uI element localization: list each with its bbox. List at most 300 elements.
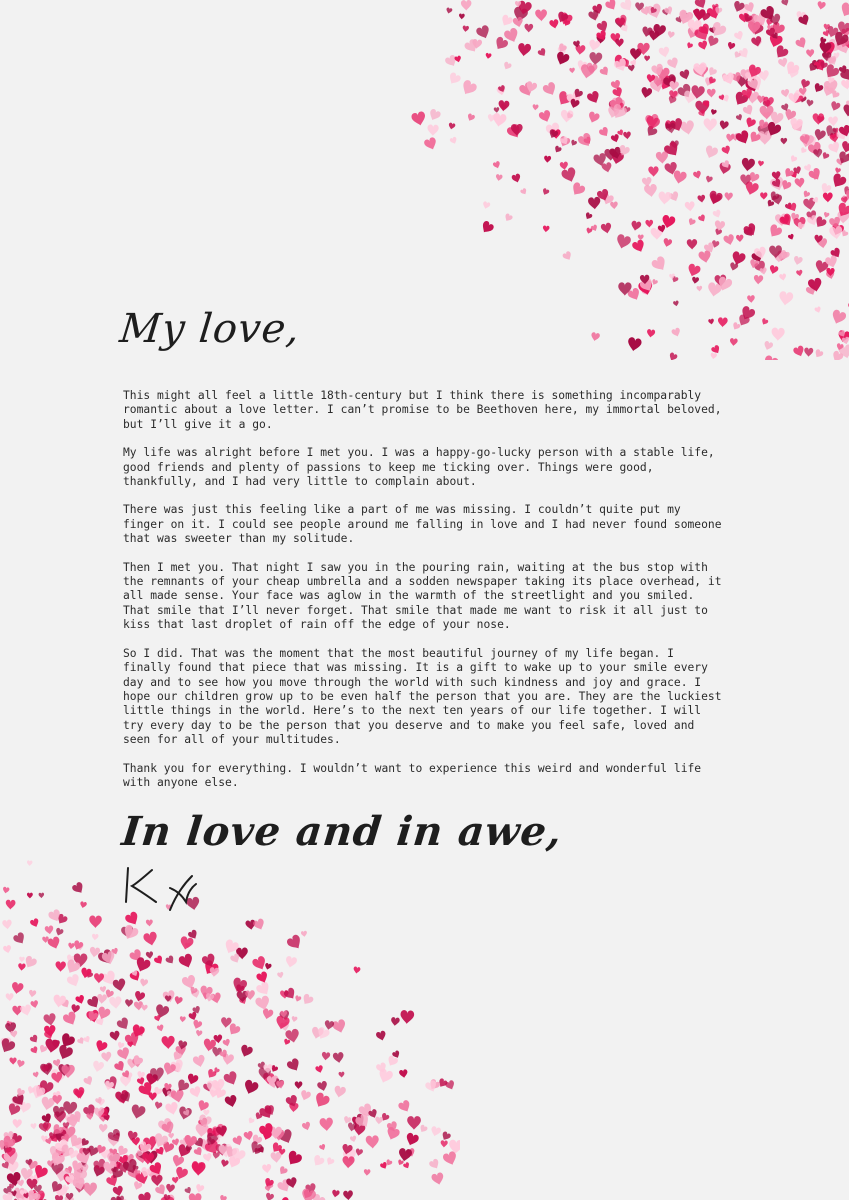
heart-icon bbox=[211, 1136, 221, 1146]
heart-icon bbox=[664, 161, 679, 176]
heart-icon bbox=[3, 1131, 15, 1143]
heart-icon bbox=[684, 201, 695, 212]
heart-icon bbox=[94, 1107, 105, 1118]
heart-icon bbox=[277, 1165, 288, 1176]
heart-icon bbox=[239, 1044, 254, 1059]
heart-icon bbox=[163, 1083, 172, 1092]
heart-icon bbox=[755, 40, 761, 46]
heart-icon bbox=[255, 980, 273, 998]
heart-icon bbox=[744, 69, 758, 83]
heart-icon bbox=[804, 348, 813, 358]
heart-icon bbox=[25, 1189, 40, 1200]
heart-icon bbox=[58, 1032, 76, 1050]
heart-icon bbox=[153, 1148, 161, 1156]
heart-icon bbox=[837, 330, 849, 344]
heart-icon bbox=[276, 1178, 292, 1194]
heart-icon bbox=[184, 1145, 192, 1153]
heart-icon bbox=[826, 270, 836, 280]
heart-icon bbox=[652, 75, 664, 87]
heart-icon bbox=[836, 343, 844, 351]
heart-icon bbox=[662, 73, 680, 91]
heart-icon bbox=[718, 162, 731, 175]
heart-icon bbox=[447, 71, 462, 86]
heart-icon bbox=[263, 1177, 275, 1189]
heart-icon bbox=[612, 86, 625, 99]
heart-icon bbox=[776, 250, 788, 262]
heart-icon bbox=[555, 11, 569, 25]
heart-icon bbox=[757, 160, 764, 167]
heart-icon bbox=[789, 155, 798, 164]
heart-icon bbox=[98, 1113, 108, 1123]
heart-icon bbox=[807, 141, 824, 158]
heart-icon bbox=[343, 1190, 353, 1200]
heart-icon bbox=[773, 44, 790, 61]
paragraph: Thank you for everything. I wouldn’t want to experience this weird and wonderful life with anyone else. bbox=[123, 761, 702, 789]
heart-icon bbox=[650, 228, 663, 241]
heart-icon bbox=[171, 1051, 183, 1063]
heart-icon bbox=[95, 1144, 106, 1155]
heart-icon bbox=[111, 1166, 119, 1174]
heart-icon bbox=[555, 90, 573, 108]
heart-icon bbox=[353, 966, 361, 974]
heart-icon bbox=[738, 47, 751, 60]
heart-icon bbox=[172, 1177, 179, 1184]
heart-icon bbox=[610, 151, 625, 166]
heart-icon bbox=[615, 233, 632, 250]
heart-icon bbox=[741, 158, 756, 173]
heart-icon bbox=[593, 14, 600, 21]
heart-icon bbox=[762, 354, 780, 360]
heart-icon bbox=[265, 1185, 272, 1192]
heart-icon bbox=[270, 1141, 283, 1154]
heart-icon bbox=[66, 1193, 74, 1200]
heart-icon bbox=[707, 190, 724, 207]
heart-icon bbox=[814, 260, 829, 275]
heart-icon bbox=[588, 39, 601, 52]
heart-icon bbox=[817, 238, 828, 249]
heart-icon bbox=[515, 1, 521, 7]
heart-icon bbox=[754, 20, 763, 29]
heart-icon bbox=[38, 1044, 48, 1054]
heart-icon bbox=[538, 109, 553, 124]
heart-icon bbox=[179, 936, 194, 951]
heart-icon bbox=[380, 1112, 390, 1122]
heart-icon bbox=[192, 1019, 203, 1030]
heart-icon bbox=[245, 919, 256, 930]
heart-icon bbox=[124, 1154, 135, 1165]
heart-icon bbox=[126, 1130, 138, 1142]
heart-icon bbox=[226, 1155, 241, 1170]
heart-icon bbox=[263, 1073, 275, 1085]
heart-icon bbox=[11, 1092, 27, 1108]
heart-icon bbox=[43, 1029, 54, 1040]
heart-icon bbox=[26, 1086, 35, 1095]
heart-icon bbox=[204, 1136, 215, 1147]
heart-icon bbox=[118, 1154, 130, 1166]
heart-icon bbox=[52, 1090, 62, 1100]
heart-icon bbox=[506, 123, 524, 141]
heart-icon bbox=[823, 79, 839, 95]
heart-icon bbox=[813, 348, 824, 359]
heart-icon bbox=[459, 79, 478, 98]
heart-icon bbox=[65, 954, 75, 964]
heart-icon bbox=[66, 1115, 80, 1129]
heart-icon bbox=[116, 1196, 124, 1200]
heart-icon bbox=[627, 337, 643, 353]
heart-icon bbox=[608, 146, 622, 161]
heart-icon bbox=[74, 953, 88, 967]
heart-icon bbox=[667, 95, 677, 105]
heart-icon bbox=[97, 1099, 104, 1106]
heart-icon bbox=[116, 1046, 131, 1061]
heart-icon bbox=[29, 1189, 38, 1198]
heart-icon bbox=[736, 234, 744, 242]
heart-icon bbox=[570, 139, 578, 147]
heart-icon bbox=[758, 70, 770, 82]
heart-icon bbox=[139, 978, 148, 987]
heart-icon bbox=[558, 11, 574, 27]
heart-icon bbox=[272, 1078, 284, 1090]
heart-icon bbox=[812, 173, 819, 180]
heart-icon bbox=[503, 27, 521, 45]
heart-icon bbox=[258, 1068, 271, 1081]
heart-icon bbox=[138, 1142, 152, 1156]
heart-icon bbox=[840, 141, 849, 155]
heart-icon bbox=[27, 860, 33, 866]
heart-icon bbox=[195, 1030, 202, 1037]
heart-icon bbox=[816, 115, 825, 124]
heart-icon bbox=[117, 1041, 125, 1049]
heart-icon bbox=[364, 1169, 371, 1176]
heart-icon bbox=[821, 41, 837, 57]
heart-icon bbox=[767, 33, 783, 49]
heart-icon bbox=[662, 238, 672, 248]
paragraph: There was just this feeling like a part of me was missing. I couldn’t quite put my finger on it. I could see people around me falling in love and I had never found someone that was sweeter than my solitude. bbox=[123, 503, 722, 546]
heart-icon bbox=[644, 184, 658, 199]
heart-icon bbox=[34, 1185, 42, 1194]
heart-icon bbox=[379, 1161, 388, 1170]
heart-icon bbox=[247, 1117, 255, 1125]
heart-icon bbox=[55, 913, 68, 926]
heart-icon bbox=[18, 963, 26, 971]
heart-icon bbox=[411, 111, 428, 128]
heart-icon bbox=[765, 27, 777, 39]
heart-icon bbox=[170, 1062, 183, 1075]
heart-icon bbox=[739, 13, 750, 24]
heart-icon bbox=[744, 181, 760, 197]
heart-icon bbox=[651, 279, 658, 286]
heart-icon bbox=[819, 60, 829, 70]
heart-icon bbox=[404, 1132, 420, 1148]
heart-icon bbox=[301, 930, 308, 937]
heart-icon bbox=[827, 141, 841, 156]
heart-icon bbox=[762, 99, 772, 109]
heart-icon bbox=[60, 999, 71, 1010]
heart-icon bbox=[129, 1104, 146, 1121]
heart-icon bbox=[137, 1081, 155, 1099]
heart-icon bbox=[752, 11, 769, 28]
heart-icon bbox=[732, 0, 746, 14]
heart-icon bbox=[544, 155, 552, 163]
heart-icon bbox=[5, 993, 13, 1001]
heart-icon bbox=[823, 212, 830, 219]
heart-icon bbox=[53, 1129, 67, 1143]
heart-icon bbox=[790, 171, 799, 180]
heart-icon bbox=[828, 216, 841, 229]
heart-icon bbox=[47, 1160, 55, 1168]
heart-icon bbox=[781, 0, 790, 7]
heart-icon bbox=[2, 886, 10, 894]
heart-icon bbox=[392, 1050, 402, 1060]
heart-icon bbox=[819, 182, 832, 195]
heart-icon bbox=[610, 134, 620, 144]
heart-icon bbox=[721, 94, 730, 103]
heart-icon bbox=[690, 85, 705, 100]
heart-icon bbox=[166, 1089, 177, 1100]
heart-icon bbox=[2, 1144, 13, 1155]
heart-icon bbox=[829, 226, 844, 241]
heart-icon bbox=[144, 1151, 158, 1165]
heart-icon bbox=[601, 193, 615, 207]
heart-icon bbox=[799, 95, 807, 103]
heart-icon bbox=[747, 295, 755, 303]
heart-icon bbox=[100, 986, 107, 993]
heart-icon bbox=[746, 75, 765, 94]
heart-icon bbox=[73, 1087, 86, 1100]
heart-icon bbox=[537, 47, 548, 58]
heart-icon bbox=[347, 1122, 357, 1132]
heart-icon bbox=[775, 213, 788, 227]
heart-icon bbox=[584, 212, 593, 221]
heart-icon bbox=[698, 22, 713, 37]
heart-icon bbox=[738, 5, 751, 18]
heart-icon bbox=[588, 197, 601, 210]
heart-icon bbox=[358, 1102, 375, 1119]
heart-icon bbox=[783, 60, 801, 78]
heart-icon bbox=[749, 259, 760, 270]
heart-icon bbox=[368, 1108, 379, 1119]
heart-icon bbox=[679, 69, 691, 81]
heart-icon bbox=[532, 104, 538, 110]
heart-icon bbox=[187, 929, 199, 941]
heart-icon bbox=[375, 1030, 387, 1042]
heart-icon bbox=[242, 1079, 260, 1097]
heart-icon bbox=[827, 55, 839, 67]
heart-icon bbox=[141, 1004, 148, 1011]
heart-icon bbox=[5, 1022, 17, 1034]
heart-icon bbox=[131, 970, 138, 977]
heart-icon bbox=[75, 1149, 92, 1166]
heart-icon bbox=[686, 27, 699, 40]
heart-icon bbox=[440, 1131, 451, 1143]
heart-icon bbox=[66, 973, 82, 989]
heart-icon bbox=[10, 1030, 18, 1038]
heart-icon bbox=[789, 117, 804, 132]
heart-icon bbox=[511, 173, 522, 184]
heart-icon bbox=[427, 124, 439, 136]
heart-icon bbox=[719, 120, 729, 131]
heart-icon bbox=[517, 0, 533, 16]
heart-icon bbox=[806, 214, 819, 227]
heart-icon bbox=[793, 89, 807, 103]
heart-icon bbox=[769, 176, 786, 193]
heart-icon bbox=[27, 893, 33, 899]
heart-icon bbox=[80, 1160, 89, 1169]
heart-icon bbox=[203, 1153, 213, 1163]
heart-icon bbox=[644, 115, 661, 132]
heart-icon bbox=[590, 224, 598, 232]
heart-icon bbox=[826, 55, 837, 66]
heart-icon bbox=[79, 1137, 89, 1147]
heart-icon bbox=[397, 1159, 404, 1166]
heart-icon bbox=[243, 1131, 254, 1142]
heart-icon bbox=[683, 90, 698, 105]
heart-icon bbox=[763, 111, 771, 119]
heart-icon bbox=[813, 148, 823, 158]
heart-icon bbox=[545, 122, 562, 139]
heart-icon bbox=[119, 1091, 133, 1105]
heart-icon bbox=[42, 936, 49, 943]
heart-icon bbox=[845, 40, 849, 51]
heart-icon bbox=[3, 945, 12, 955]
heart-icon bbox=[791, 92, 805, 106]
heart-icon bbox=[222, 1053, 235, 1066]
heart-icon bbox=[203, 1082, 214, 1093]
heart-icon bbox=[639, 277, 656, 294]
heart-icon bbox=[204, 1139, 222, 1157]
heart-icon bbox=[730, 71, 743, 84]
heart-icon bbox=[136, 1077, 145, 1086]
heart-icon bbox=[195, 1184, 205, 1194]
heart-icon bbox=[269, 1127, 282, 1140]
heart-icon bbox=[834, 167, 841, 174]
heart-icon bbox=[257, 1146, 266, 1155]
heart-icon bbox=[54, 927, 64, 937]
heart-icon bbox=[610, 201, 618, 209]
heart-icon bbox=[838, 65, 848, 75]
heart-icon bbox=[32, 1164, 49, 1181]
heart-icon bbox=[276, 1080, 285, 1089]
heart-icon bbox=[718, 317, 728, 327]
heart-icon bbox=[668, 90, 677, 100]
heart-icon bbox=[759, 5, 778, 24]
heart-icon bbox=[637, 280, 654, 297]
heart-icon bbox=[154, 1101, 163, 1110]
heart-icon bbox=[668, 352, 678, 360]
heart-icon bbox=[377, 1068, 394, 1085]
heart-icon bbox=[211, 1047, 222, 1058]
heart-icon bbox=[427, 1078, 441, 1092]
heart-icon bbox=[49, 1133, 61, 1145]
heart-icon bbox=[41, 1065, 48, 1072]
heart-icon bbox=[162, 1194, 177, 1200]
heart-icon bbox=[213, 1067, 221, 1075]
heart-icon bbox=[648, 166, 659, 177]
heart-icon bbox=[274, 1015, 290, 1031]
heart-icon bbox=[609, 103, 628, 122]
heart-icon bbox=[604, 149, 617, 162]
heart-icon bbox=[264, 1104, 277, 1117]
paragraph: So I did. That was the moment that the most beautiful journey of my life began. I finally found that piece that was missing. It is a gift to wake up to your smile every day and to see how you move through the world with such kindness and joy and grace. I hope our children grow up to be even half the person that you are. They are the luckiest little things in the world. Here’s to the next ten years of our life together. I will try every day to be the person that you deserve and to make you feel safe, loved and seen for all of your multitudes. bbox=[123, 646, 722, 747]
heart-icon bbox=[29, 918, 40, 929]
heart-icon bbox=[106, 1152, 120, 1166]
heart-icon bbox=[616, 102, 626, 112]
heart-icon bbox=[49, 1180, 64, 1195]
heart-icon bbox=[835, 202, 849, 220]
heart-icon bbox=[190, 1160, 204, 1174]
heart-icon bbox=[565, 112, 573, 120]
heart-icon bbox=[747, 171, 760, 184]
heart-icon bbox=[174, 1078, 190, 1094]
heart-icon bbox=[807, 62, 818, 73]
heart-icon bbox=[55, 961, 66, 972]
heart-icon bbox=[558, 135, 571, 148]
heart-icon bbox=[763, 97, 774, 108]
heart-icon bbox=[745, 13, 759, 27]
heart-icon bbox=[289, 1103, 299, 1113]
heart-icon bbox=[723, 234, 736, 247]
heart-icon bbox=[188, 1011, 198, 1021]
heart-icon bbox=[788, 92, 800, 104]
heart-icon bbox=[733, 51, 742, 60]
heart-icon bbox=[191, 989, 201, 999]
heart-icon bbox=[549, 19, 560, 30]
heart-icon bbox=[676, 83, 694, 101]
heart-icon bbox=[829, 172, 847, 190]
heart-icon bbox=[386, 1055, 399, 1068]
heart-icon bbox=[710, 344, 721, 355]
heart-icon bbox=[707, 282, 723, 298]
heart-icon bbox=[82, 1148, 90, 1156]
heart-icon bbox=[353, 1124, 366, 1137]
heart-icon bbox=[45, 1137, 53, 1145]
heart-icon bbox=[257, 1061, 267, 1071]
heart-icon bbox=[122, 1158, 140, 1176]
heart-icon bbox=[332, 1052, 344, 1064]
heart-icon bbox=[51, 1039, 60, 1048]
heart-icon bbox=[73, 1139, 85, 1151]
heart-icon bbox=[134, 1001, 144, 1011]
heart-icon bbox=[735, 129, 752, 146]
heart-icon bbox=[133, 1025, 147, 1039]
heart-icon bbox=[37, 1079, 54, 1096]
heart-icon bbox=[664, 6, 674, 16]
heart-icon bbox=[168, 1133, 174, 1139]
heart-icon bbox=[229, 953, 241, 965]
heart-icon bbox=[83, 1035, 92, 1044]
heart-icon bbox=[117, 1161, 131, 1175]
heart-icon bbox=[300, 1188, 317, 1200]
heart-icon bbox=[146, 1164, 165, 1183]
heart-icon bbox=[203, 1109, 209, 1115]
heart-icon bbox=[230, 977, 248, 995]
heart-icon bbox=[575, 44, 586, 55]
heart-icon bbox=[52, 1105, 65, 1118]
heart-icon bbox=[218, 1144, 233, 1159]
heart-icon bbox=[151, 1175, 163, 1187]
heart-icon bbox=[499, 14, 514, 29]
heart-icon bbox=[407, 1116, 421, 1130]
heart-icon bbox=[265, 1182, 274, 1191]
heart-icon bbox=[41, 1113, 53, 1125]
heart-icon bbox=[51, 1162, 64, 1175]
heart-icon bbox=[284, 1149, 303, 1168]
heart-icon bbox=[596, 20, 610, 34]
heart-icon bbox=[342, 1116, 351, 1125]
heart-icon bbox=[54, 1138, 72, 1156]
heart-icon bbox=[823, 124, 838, 139]
heart-icon bbox=[6, 1147, 16, 1157]
